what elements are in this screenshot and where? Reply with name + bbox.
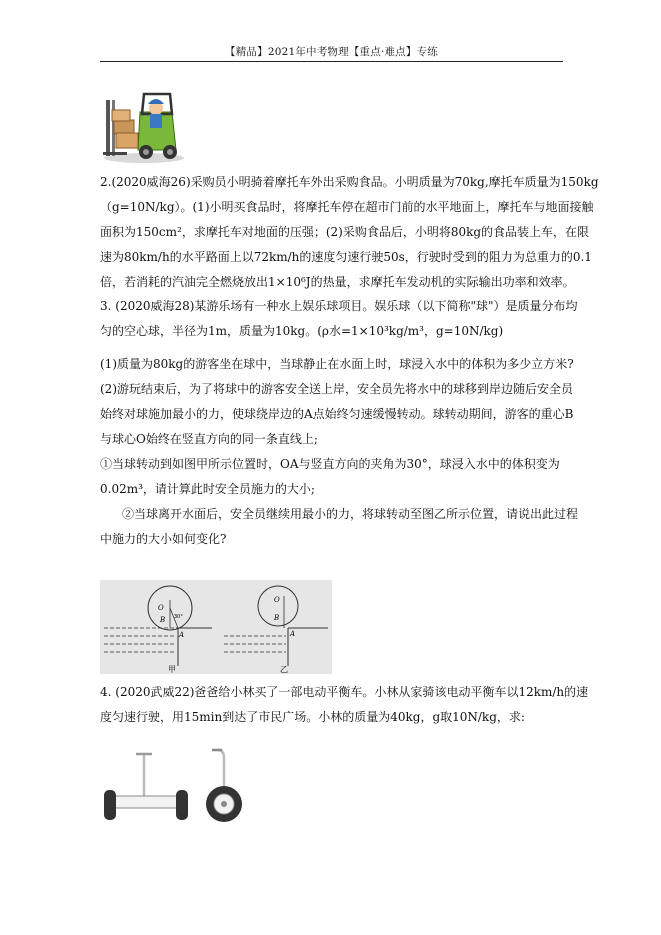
balance-scooter-illustration: [100, 744, 250, 828]
point-o-label: O: [158, 604, 164, 612]
page-header: 【精品】2021年中考物理【重点·难点】专练: [225, 46, 438, 58]
problem-3-line: 0.02m³，请计算此时安全员施力的大小;: [100, 482, 315, 496]
problem-3-line: 3. (2020威海28)某游乐场有一种水上娱乐球项目。娱乐球（以下简称"球"）是质量分布均: [100, 299, 578, 313]
ball-rotation-figure: [100, 580, 332, 674]
angle-label: 30°: [174, 614, 183, 620]
header-rule: [100, 61, 563, 62]
problem-3-line: ②当球离开水面后，安全员继续用最小的力，将球转动至图乙所示位置，请说出此过程: [122, 507, 579, 521]
problem-4: [100, 680, 589, 730]
problem-2-line: 速为80km/h的水平路面上以72km/h的速度匀速行驶50s，行驶时受到的阻力为总重力的0.1: [100, 250, 592, 264]
problem-3-line: 始终对球施加最小的力，使球绕岸边的A点始终匀速缓慢转动。球转动期间，游客的重心B: [100, 407, 574, 421]
problem-4-line: 4. (2020武威22)爸爸给小林买了一部电动平衡车。小林从家骑该电动平衡车以12km/h的速: [100, 685, 589, 699]
problem-2: [100, 170, 599, 295]
problem-2-line: 倍，若消耗的汽油完全燃烧放出1×10⁶J的热量，求摩托车发动机的实际输出功率和效率。: [100, 275, 575, 289]
ball-rotation-diagram: [100, 580, 332, 674]
problem-3: [100, 294, 578, 344]
problem-3-parts: [100, 352, 579, 552]
point-b-label: B: [160, 616, 166, 624]
problem-3-line: 与球心O始终在竖直方向的同一条直线上;: [100, 432, 318, 446]
figure-a-label: 甲: [168, 665, 176, 674]
problem-3-line: (2)游玩结束后，为了将球中的游客安全送上岸，安全员先将水中的球移到岸边随后安全员: [100, 382, 574, 396]
figure-b-label: 乙: [280, 665, 288, 674]
point-a-label: A: [290, 630, 296, 638]
problem-4-line: 度匀速行驶，用15min到达了市民广场。小林的质量为40kg，g取10N/kg，求:: [100, 710, 525, 724]
problem-2-line: （g=10N/kg）。(1)小明买食品时，将摩托车停在超市门前的水平地面上，摩托车与地面接触: [100, 200, 594, 214]
problem-2-line: 2.(2020威海26)采购员小明骑着摩托车外出采购食品。小明质量为70kg,摩托车质量为150kg: [100, 175, 599, 189]
problem-3-line: 中施力的大小如何变化?: [100, 532, 227, 546]
problem-3-line: (1)质量为80kg的游客坐在球中，当球静止在水面上时，球浸入水中的体积为多少立方米?: [100, 357, 574, 371]
point-b-label: B: [274, 614, 280, 622]
problem-3-line: 匀的空心球，半径为1m，质量为10kg。(ρ水=1×10³kg/m³，g=10N/kg): [100, 324, 504, 338]
forklift-illustration: [100, 86, 186, 164]
point-o-label: O: [274, 596, 280, 604]
problem-3-line: ①当球转动到如图甲所示位置时，OA与竖直方向的夹角为30°，球浸入水中的体积变为: [100, 457, 560, 471]
problem-2-line: 面积为150cm²，求摩托车对地面的压强；(2)采购食品后，小明将80kg的食品装上车，在限: [100, 225, 590, 239]
point-a-label: A: [179, 631, 185, 639]
